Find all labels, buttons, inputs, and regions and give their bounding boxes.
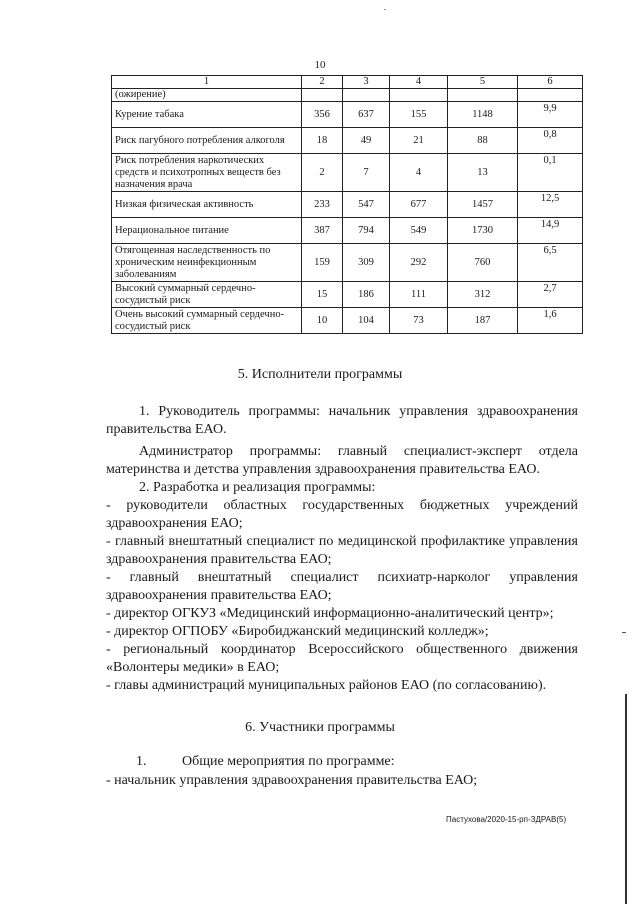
page-number: 10 bbox=[314, 59, 326, 71]
row-label-cell: Риск потребления наркотических средств и психотропных веществ без назначения врача bbox=[112, 154, 302, 192]
statistics-table bbox=[111, 75, 583, 334]
value-cell: 549 bbox=[390, 218, 448, 244]
header-cell: 6 bbox=[518, 76, 583, 89]
table-row bbox=[112, 128, 583, 154]
value-cell: 760 bbox=[448, 244, 518, 282]
value-cell: 1148 bbox=[448, 102, 518, 128]
table-row bbox=[112, 308, 583, 334]
table-row bbox=[112, 154, 583, 192]
value-cell: 14,9 bbox=[518, 218, 583, 244]
value-cell: 13 bbox=[448, 154, 518, 192]
item-text: Общие мероприятия по программе: bbox=[182, 754, 395, 769]
value-cell: 111 bbox=[390, 282, 448, 308]
table-row bbox=[112, 102, 583, 128]
list-item: - главы администраций муниципальных районов ЕАО (по согласованию). bbox=[106, 678, 547, 693]
value-cell: 677 bbox=[390, 192, 448, 218]
list-item: - главный внештатный специалист психиатр-нарколог управления здравоохранения правительства ЕАО; bbox=[106, 570, 578, 603]
list-item: - начальник управления здравоохранения правительства ЕАО; bbox=[106, 773, 478, 788]
header-cell: 1 bbox=[112, 76, 302, 89]
value-cell bbox=[302, 89, 343, 102]
table-row bbox=[112, 218, 583, 244]
value-cell: 12,5 bbox=[518, 192, 583, 218]
list-item: - директор ОГКУЗ «Медицинский информационно-аналитический центр»; bbox=[106, 606, 554, 621]
row-label-cell: Риск пагубного потребления алкоголя bbox=[112, 128, 302, 154]
row-label-cell: Курение табака bbox=[112, 102, 302, 128]
value-cell: 7 bbox=[343, 154, 390, 192]
table-row bbox=[112, 244, 583, 282]
value-cell: 637 bbox=[343, 102, 390, 128]
row-label-cell: Отягощенная наследственность по хроническим неинфекционным заболеваниям bbox=[112, 244, 302, 282]
header-cell: 3 bbox=[343, 76, 390, 89]
value-cell: 2,7 bbox=[518, 282, 583, 308]
scan-mark bbox=[622, 632, 626, 633]
table-row bbox=[112, 192, 583, 218]
value-cell: 292 bbox=[390, 244, 448, 282]
value-cell: 159 bbox=[302, 244, 343, 282]
value-cell bbox=[518, 89, 583, 102]
value-cell bbox=[343, 89, 390, 102]
table-row bbox=[112, 282, 583, 308]
value-cell: 10 bbox=[302, 308, 343, 334]
list-item: - главный внештатный специалист по медицинской профилактике управления здравоохранения правительства ЕАО; bbox=[106, 534, 578, 567]
row-label-cell: Очень высокий суммарный сердечно-сосудистый риск bbox=[112, 308, 302, 334]
value-cell: 1,6 bbox=[518, 308, 583, 334]
scan-speck bbox=[384, 9, 386, 10]
value-cell: 21 bbox=[390, 128, 448, 154]
value-cell: 9,9 bbox=[518, 102, 583, 128]
value-cell: 233 bbox=[302, 192, 343, 218]
row-label-cell: Высокий суммарный сердечно-сосудистый риск bbox=[112, 282, 302, 308]
header-cell: 5 bbox=[448, 76, 518, 89]
section-5-body bbox=[106, 403, 578, 695]
scan-edge-line bbox=[625, 694, 627, 904]
paragraph-head: 1. Руководитель программы: начальник управления здравоохранения правительства ЕАО. bbox=[106, 404, 578, 437]
section-6-title: 6. Участники программы bbox=[245, 720, 395, 735]
value-cell: 155 bbox=[390, 102, 448, 128]
list-item: - региональный координатор Всероссийского общественного движения «Волонтеры медики» в ЕАО; bbox=[106, 642, 578, 675]
value-cell: 104 bbox=[343, 308, 390, 334]
paragraph-administrator: Администратор программы: главный специалист-эксперт отдела материнства и детства управления здравоохранения правительства ЕАО. bbox=[106, 444, 578, 477]
list-item: - руководители областных государственных бюджетных учреждений здравоохранения ЕАО; bbox=[106, 498, 578, 531]
value-cell: 1730 bbox=[448, 218, 518, 244]
value-cell: 387 bbox=[302, 218, 343, 244]
value-cell: 1457 bbox=[448, 192, 518, 218]
value-cell: 547 bbox=[343, 192, 390, 218]
value-cell: 187 bbox=[448, 308, 518, 334]
section-6-body bbox=[106, 753, 578, 790]
value-cell: 794 bbox=[343, 218, 390, 244]
numbered-item bbox=[106, 753, 578, 771]
table-row bbox=[112, 89, 583, 102]
value-cell bbox=[448, 89, 518, 102]
value-cell: 186 bbox=[343, 282, 390, 308]
value-cell: 312 bbox=[448, 282, 518, 308]
value-cell: 0,1 bbox=[518, 154, 583, 192]
value-cell: 18 bbox=[302, 128, 343, 154]
document-code: Пастухова/2020-15-рп-ЗДРАВ(5) bbox=[446, 815, 567, 824]
value-cell bbox=[390, 89, 448, 102]
header-cell: 2 bbox=[302, 76, 343, 89]
row-label-cell: Нерациональное питание bbox=[112, 218, 302, 244]
value-cell: 4 bbox=[390, 154, 448, 192]
value-cell: 6,5 bbox=[518, 244, 583, 282]
value-cell: 73 bbox=[390, 308, 448, 334]
value-cell: 49 bbox=[343, 128, 390, 154]
row-label-cell: Низкая физическая активность bbox=[112, 192, 302, 218]
paragraph-development: 2. Разработка и реализация программы: bbox=[139, 480, 376, 495]
section-5-title: 5. Исполнители программы bbox=[237, 367, 403, 382]
header-cell: 4 bbox=[390, 76, 448, 89]
value-cell: 356 bbox=[302, 102, 343, 128]
value-cell: 309 bbox=[343, 244, 390, 282]
table-header-row bbox=[112, 76, 583, 89]
item-number: 1. bbox=[136, 754, 147, 769]
value-cell: 15 bbox=[302, 282, 343, 308]
value-cell: 0,8 bbox=[518, 128, 583, 154]
value-cell: 2 bbox=[302, 154, 343, 192]
value-cell: 88 bbox=[448, 128, 518, 154]
row-label-cell: (ожирение) bbox=[112, 89, 302, 102]
list-item: - директор ОГПОБУ «Биробиджанский медицинский колледж»; bbox=[106, 624, 489, 639]
